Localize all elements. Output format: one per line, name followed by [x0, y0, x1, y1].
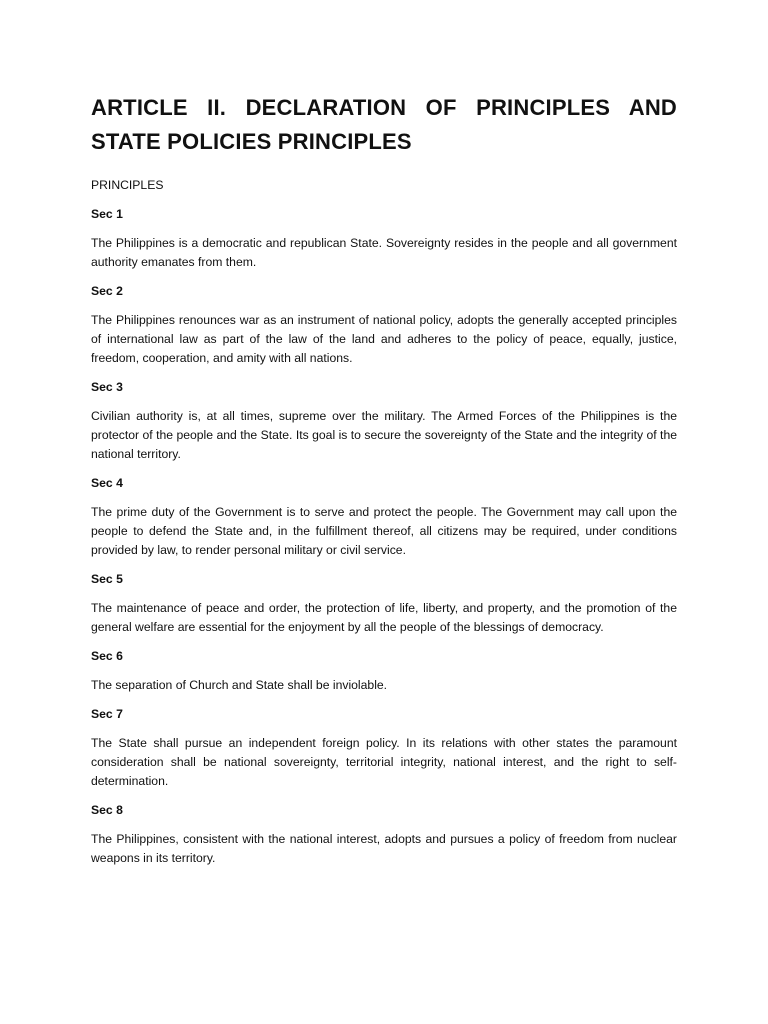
- section-text: The Philippines, consistent with the national interest, adopts and pursues a policy of freedom from nuclear weapons in its territory.: [91, 832, 677, 865]
- section-heading: Sec 3: [91, 380, 123, 394]
- section-5: [91, 570, 677, 637]
- section-heading: Sec 7: [91, 707, 123, 721]
- section-heading: Sec 5: [91, 572, 123, 586]
- section-heading: Sec 6: [91, 649, 123, 663]
- section-heading: Sec 2: [91, 284, 123, 298]
- section-heading: Sec 1: [91, 207, 123, 221]
- section-heading: Sec 8: [91, 803, 123, 817]
- section-text: The Philippines is a democratic and republican State. Sovereignty resides in the people and all government authority emanates from them.: [91, 236, 677, 269]
- section-text: The prime duty of the Government is to serve and protect the people. The Government may call upon the people to defend the State and, in the fulfillment thereof, all citizens may be required, under conditions provided by law, to render personal military or civil service.: [91, 505, 677, 557]
- sections-list: [91, 205, 677, 868]
- section-4: [91, 474, 677, 560]
- section-text: Civilian authority is, at all times, supreme over the military. The Armed Forces of the Philippines is the protector of the people and the State. Its goal is to secure the sovereignty of the State and the integrity of the national territory.: [91, 409, 677, 461]
- section-1: [91, 205, 677, 272]
- section-8: [91, 801, 677, 868]
- section-text: The State shall pursue an independent foreign policy. In its relations with other states the paramount consideration shall be national sovereignty, territorial integrity, national interest, and the right to self-determination.: [91, 736, 677, 788]
- section-text: The maintenance of peace and order, the protection of life, liberty, and property, and the promotion of the general welfare are essential for the enjoyment by all the people of the blessings of democracy.: [91, 601, 677, 634]
- document-subheading: PRINCIPLES: [91, 178, 164, 192]
- section-6: [91, 647, 677, 695]
- section-2: [91, 282, 677, 368]
- section-text: The separation of Church and State shall be inviolable.: [91, 678, 388, 692]
- section-heading: Sec 4: [91, 476, 123, 490]
- section-text: The Philippines renounces war as an instrument of national policy, adopts the generally accepted principles of international law as part of the law of the land and adheres to the policy of peace, equally, justice, freedom, cooperation, and amity with all nations.: [91, 313, 677, 365]
- section-3: [91, 378, 677, 464]
- document-page: [91, 91, 677, 878]
- section-7: [91, 705, 677, 791]
- document-title: ARTICLE II. DECLARATION OF PRINCIPLES AND STATE POLICIES PRINCIPLES: [91, 95, 677, 154]
